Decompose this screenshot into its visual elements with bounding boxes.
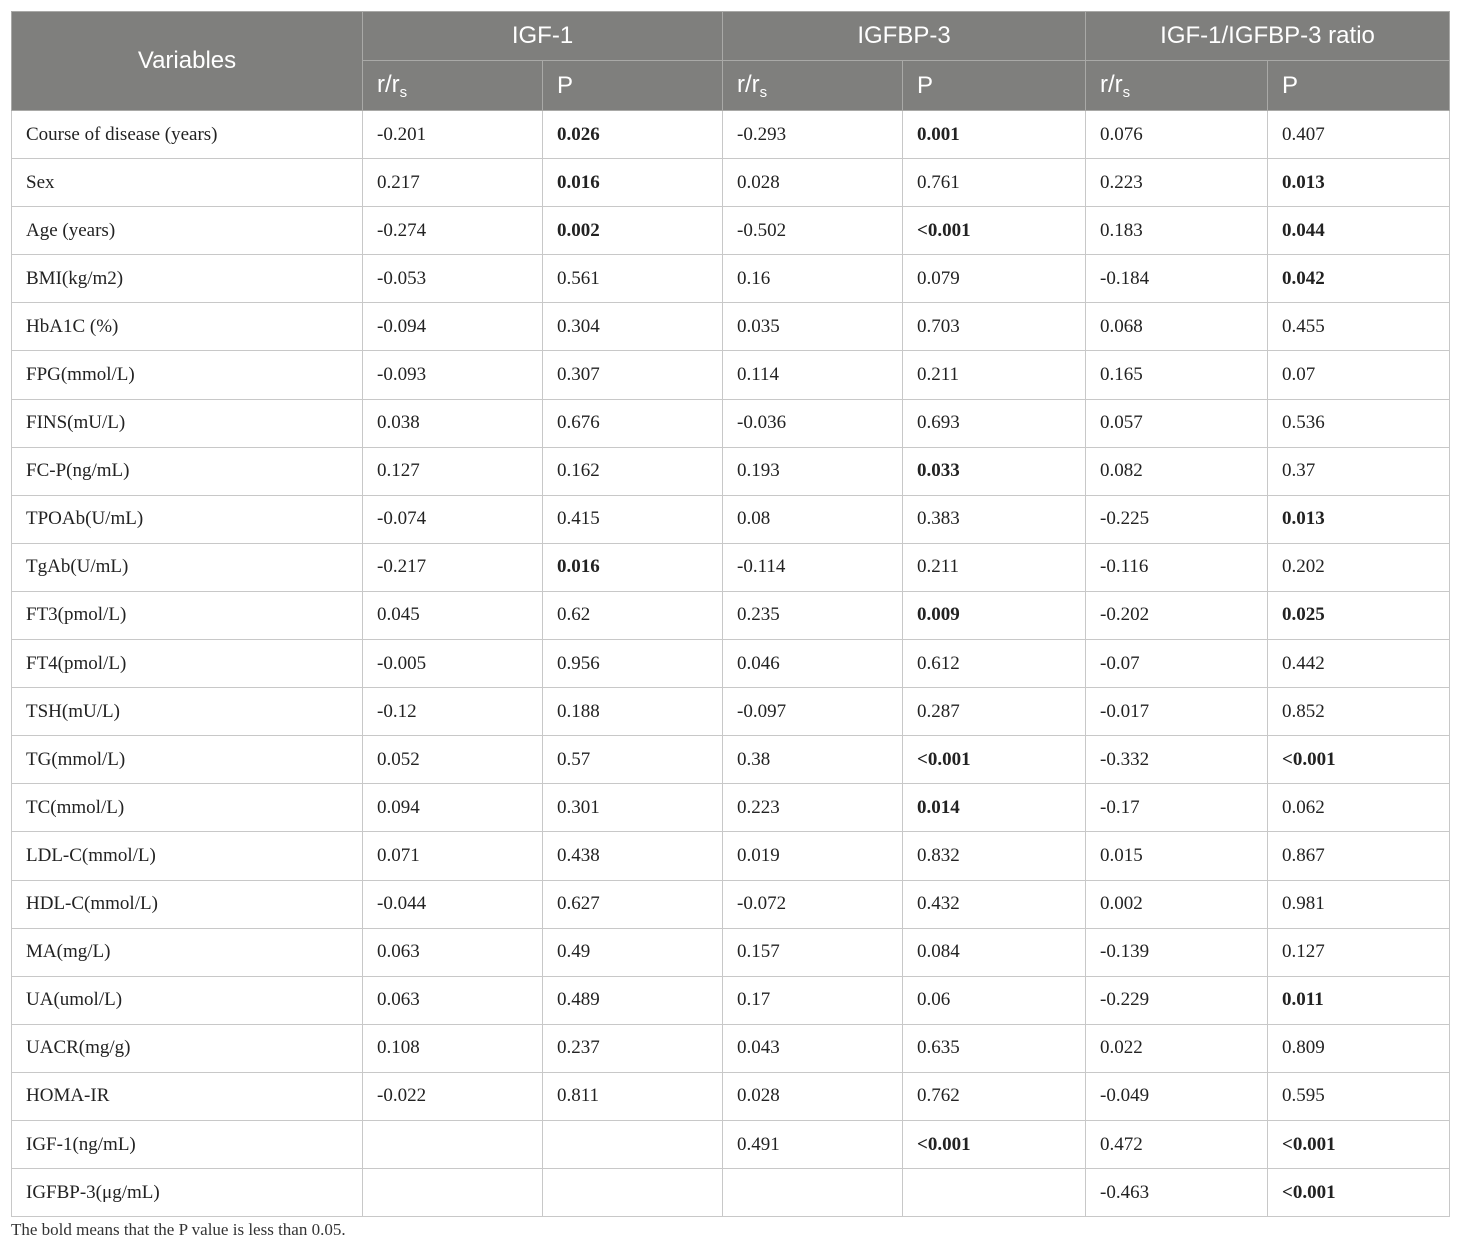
igf1-p-cell: 0.026 xyxy=(543,111,723,159)
igf1-p-header: P xyxy=(543,61,723,111)
igfbp3-r-header xyxy=(723,61,903,111)
table-row xyxy=(12,495,1450,543)
igfbp3-r-cell: 0.028 xyxy=(723,159,903,207)
ratio-r-cell: 0.076 xyxy=(1086,111,1268,159)
igf1-r-cell: 0.071 xyxy=(363,832,543,880)
table-row xyxy=(12,351,1450,399)
ratio-p-cell: 0.062 xyxy=(1268,784,1450,832)
igf1-p-cell: 0.188 xyxy=(543,688,723,736)
ratio-p-cell: 0.011 xyxy=(1268,976,1450,1024)
igfbp3-p-cell: 0.762 xyxy=(903,1072,1086,1120)
table-body xyxy=(12,111,1450,1217)
r-label: r/r xyxy=(1100,70,1123,98)
table-header xyxy=(12,12,1450,111)
igf1-r-cell: -0.074 xyxy=(363,495,543,543)
ratio-p-cell: <0.001 xyxy=(1268,736,1450,784)
igf1-r-cell: 0.063 xyxy=(363,976,543,1024)
igfbp3-p-cell: 0.761 xyxy=(903,159,1086,207)
igfbp3-p-cell: <0.001 xyxy=(903,736,1086,784)
igf1-r-cell: 0.038 xyxy=(363,399,543,447)
igf1-p-cell: 0.016 xyxy=(543,543,723,591)
ratio-r-cell: -0.184 xyxy=(1086,255,1268,303)
igfbp3-r-cell: 0.043 xyxy=(723,1024,903,1072)
variable-cell: Sex xyxy=(12,159,363,207)
ratio-r-cell: 0.022 xyxy=(1086,1024,1268,1072)
variable-cell: BMI(kg/m2) xyxy=(12,255,363,303)
igf1-p-cell xyxy=(543,1120,723,1168)
igf1-p-cell: 0.489 xyxy=(543,976,723,1024)
variable-cell: IGF-1(ng/mL) xyxy=(12,1120,363,1168)
igfbp3-r-cell: 0.491 xyxy=(723,1120,903,1168)
table-row xyxy=(12,736,1450,784)
ratio-r-cell: 0.183 xyxy=(1086,207,1268,255)
correlation-table xyxy=(11,11,1450,1217)
table-row xyxy=(12,832,1450,880)
igf1-p-cell: 0.301 xyxy=(543,784,723,832)
igfbp3-p-cell: 0.612 xyxy=(903,640,1086,688)
igfbp3-p-cell: 0.832 xyxy=(903,832,1086,880)
table-row xyxy=(12,1120,1450,1168)
igfbp3-r-cell: 0.035 xyxy=(723,303,903,351)
r-label-subscript: s xyxy=(1122,83,1131,101)
igfbp3-r-cell: -0.502 xyxy=(723,207,903,255)
igf1-r-cell: -0.093 xyxy=(363,351,543,399)
table-row xyxy=(12,543,1450,591)
table-row xyxy=(12,399,1450,447)
ratio-p-cell: 0.809 xyxy=(1268,1024,1450,1072)
igfbp3-p-cell: 0.084 xyxy=(903,928,1086,976)
variable-cell: FC-P(ng/mL) xyxy=(12,447,363,495)
igf1-p-cell: 0.415 xyxy=(543,495,723,543)
igfbp3-p-header: P xyxy=(903,61,1086,111)
ratio-p-cell: 0.013 xyxy=(1268,159,1450,207)
table-row xyxy=(12,303,1450,351)
ratio-r-cell: 0.223 xyxy=(1086,159,1268,207)
variable-cell: HOMA-IR xyxy=(12,1072,363,1120)
variable-cell: LDL-C(mmol/L) xyxy=(12,832,363,880)
ratio-p-header: P xyxy=(1268,61,1450,111)
variable-cell: UACR(mg/g) xyxy=(12,1024,363,1072)
ratio-p-cell: <0.001 xyxy=(1268,1169,1450,1217)
table-row xyxy=(12,1169,1450,1217)
table-row xyxy=(12,1072,1450,1120)
ratio-r-cell: -0.17 xyxy=(1086,784,1268,832)
igfbp3-p-cell: 0.001 xyxy=(903,111,1086,159)
ratio-r-cell: -0.463 xyxy=(1086,1169,1268,1217)
igf1-r-cell xyxy=(363,1169,543,1217)
igfbp3-r-cell: 0.17 xyxy=(723,976,903,1024)
table-row xyxy=(12,1024,1450,1072)
igfbp3-r-cell: 0.193 xyxy=(723,447,903,495)
igf1-p-cell: 0.016 xyxy=(543,159,723,207)
table-row xyxy=(12,880,1450,928)
igfbp3-r-cell xyxy=(723,1169,903,1217)
ratio-p-cell: 0.07 xyxy=(1268,351,1450,399)
igf1-r-cell: -0.005 xyxy=(363,640,543,688)
igfbp3-p-cell: 0.432 xyxy=(903,880,1086,928)
igfbp3-p-cell: 0.693 xyxy=(903,399,1086,447)
igfbp3-r-cell: -0.097 xyxy=(723,688,903,736)
igfbp3-r-cell: -0.072 xyxy=(723,880,903,928)
variable-cell: UA(umol/L) xyxy=(12,976,363,1024)
table-row xyxy=(12,207,1450,255)
ratio-p-cell: 0.852 xyxy=(1268,688,1450,736)
ratio-r-cell: -0.202 xyxy=(1086,591,1268,639)
table-row xyxy=(12,784,1450,832)
variable-cell: Course of disease (years) xyxy=(12,111,363,159)
ratio-p-cell: 0.442 xyxy=(1268,640,1450,688)
ratio-p-cell: 0.013 xyxy=(1268,495,1450,543)
igfbp3-p-cell: 0.06 xyxy=(903,976,1086,1024)
igfbp3-r-cell: 0.223 xyxy=(723,784,903,832)
variable-cell: HDL-C(mmol/L) xyxy=(12,880,363,928)
igf1-r-cell: -0.044 xyxy=(363,880,543,928)
igf1-group-header: IGF-1 xyxy=(363,12,723,61)
igfbp3-r-cell: 0.046 xyxy=(723,640,903,688)
ratio-r-cell: 0.472 xyxy=(1086,1120,1268,1168)
table-row xyxy=(12,591,1450,639)
igf1-r-header xyxy=(363,61,543,111)
igfbp3-p-cell: 0.703 xyxy=(903,303,1086,351)
igf1-p-cell: 0.304 xyxy=(543,303,723,351)
igfbp3-r-cell: 0.235 xyxy=(723,591,903,639)
table-row xyxy=(12,976,1450,1024)
ratio-p-cell: <0.001 xyxy=(1268,1120,1450,1168)
ratio-r-header xyxy=(1086,61,1268,111)
variable-cell: HbA1C (%) xyxy=(12,303,363,351)
ratio-p-cell: 0.025 xyxy=(1268,591,1450,639)
igfbp3-r-cell: -0.036 xyxy=(723,399,903,447)
table-row xyxy=(12,928,1450,976)
igfbp3-p-cell: 0.079 xyxy=(903,255,1086,303)
igfbp3-r-cell: 0.157 xyxy=(723,928,903,976)
ratio-p-cell: 0.536 xyxy=(1268,399,1450,447)
ratio-r-cell: 0.015 xyxy=(1086,832,1268,880)
igf1-r-cell: 0.063 xyxy=(363,928,543,976)
igfbp3-r-cell: 0.16 xyxy=(723,255,903,303)
table-row xyxy=(12,688,1450,736)
igf1-r-cell: 0.045 xyxy=(363,591,543,639)
ratio-r-cell: 0.068 xyxy=(1086,303,1268,351)
igfbp3-r-cell: 0.019 xyxy=(723,832,903,880)
igfbp3-p-cell: 0.033 xyxy=(903,447,1086,495)
ratio-r-cell: -0.07 xyxy=(1086,640,1268,688)
igf1-p-cell: 0.627 xyxy=(543,880,723,928)
ratio-p-cell: 0.202 xyxy=(1268,543,1450,591)
ratio-p-cell: 0.042 xyxy=(1268,255,1450,303)
igf1-p-cell: 0.002 xyxy=(543,207,723,255)
igf1-r-cell: -0.053 xyxy=(363,255,543,303)
igf1-p-cell: 0.57 xyxy=(543,736,723,784)
igf1-r-cell: -0.274 xyxy=(363,207,543,255)
igf1-r-cell: 0.094 xyxy=(363,784,543,832)
igfbp3-p-cell: 0.635 xyxy=(903,1024,1086,1072)
ratio-r-cell: 0.002 xyxy=(1086,880,1268,928)
igf1-p-cell: 0.561 xyxy=(543,255,723,303)
igfbp3-p-cell: <0.001 xyxy=(903,1120,1086,1168)
igfbp3-p-cell: 0.014 xyxy=(903,784,1086,832)
ratio-p-cell: 0.127 xyxy=(1268,928,1450,976)
variables-header: Variables xyxy=(12,12,363,111)
igf1-r-cell: 0.217 xyxy=(363,159,543,207)
igf1-r-cell: -0.022 xyxy=(363,1072,543,1120)
igfbp3-p-cell: 0.287 xyxy=(903,688,1086,736)
igfbp3-p-cell: 0.009 xyxy=(903,591,1086,639)
igf1-r-cell: 0.108 xyxy=(363,1024,543,1072)
ratio-r-cell: 0.165 xyxy=(1086,351,1268,399)
variable-cell: TC(mmol/L) xyxy=(12,784,363,832)
variable-cell: FT4(pmol/L) xyxy=(12,640,363,688)
igfbp3-r-cell: -0.114 xyxy=(723,543,903,591)
variable-cell: TG(mmol/L) xyxy=(12,736,363,784)
igf1-p-cell xyxy=(543,1169,723,1217)
ratio-r-cell: 0.057 xyxy=(1086,399,1268,447)
r-label-subscript: s xyxy=(399,83,408,101)
igf1-r-cell xyxy=(363,1120,543,1168)
r-label-subscript: s xyxy=(759,83,768,101)
ratio-r-cell: -0.225 xyxy=(1086,495,1268,543)
igf1-p-cell: 0.438 xyxy=(543,832,723,880)
igfbp3-r-cell: 0.114 xyxy=(723,351,903,399)
table-row xyxy=(12,159,1450,207)
variable-cell: FT3(pmol/L) xyxy=(12,591,363,639)
igf1-r-cell: 0.052 xyxy=(363,736,543,784)
ratio-r-cell: -0.017 xyxy=(1086,688,1268,736)
r-label: r/r xyxy=(377,70,400,98)
ratio-p-cell: 0.595 xyxy=(1268,1072,1450,1120)
igf1-p-cell: 0.676 xyxy=(543,399,723,447)
ratio-p-cell: 0.37 xyxy=(1268,447,1450,495)
igf1-r-cell: -0.12 xyxy=(363,688,543,736)
igfbp3-r-cell: 0.08 xyxy=(723,495,903,543)
ratio-r-cell: -0.332 xyxy=(1086,736,1268,784)
ratio-r-cell: -0.139 xyxy=(1086,928,1268,976)
igfbp3-p-cell xyxy=(903,1169,1086,1217)
variable-cell: TSH(mU/L) xyxy=(12,688,363,736)
igf1-p-cell: 0.956 xyxy=(543,640,723,688)
igf1-r-cell: -0.201 xyxy=(363,111,543,159)
ratio-p-cell: 0.044 xyxy=(1268,207,1450,255)
variable-cell: IGFBP-3(μg/mL) xyxy=(12,1169,363,1217)
header-group-row xyxy=(12,12,1450,61)
ratio-r-cell: -0.116 xyxy=(1086,543,1268,591)
table-row xyxy=(12,111,1450,159)
igf1-r-cell: -0.217 xyxy=(363,543,543,591)
ratio-r-cell: -0.229 xyxy=(1086,976,1268,1024)
igfbp3-r-cell: -0.293 xyxy=(723,111,903,159)
ratio-r-cell: -0.049 xyxy=(1086,1072,1268,1120)
ratio-p-cell: 0.407 xyxy=(1268,111,1450,159)
ratio-p-cell: 0.867 xyxy=(1268,832,1450,880)
ratio-p-cell: 0.455 xyxy=(1268,303,1450,351)
igf1-p-cell: 0.307 xyxy=(543,351,723,399)
variable-cell: Age (years) xyxy=(12,207,363,255)
igf1-r-cell: -0.094 xyxy=(363,303,543,351)
r-label: r/r xyxy=(737,70,760,98)
ratio-p-cell: 0.981 xyxy=(1268,880,1450,928)
variable-cell: FPG(mmol/L) xyxy=(12,351,363,399)
igfbp3-p-cell: 0.211 xyxy=(903,543,1086,591)
table-footnote: The bold means that the P value is less than 0.05. xyxy=(11,1220,346,1239)
igfbp3-group-header: IGFBP-3 xyxy=(723,12,1086,61)
variable-cell: TPOAb(U/mL) xyxy=(12,495,363,543)
variable-cell: FINS(mU/L) xyxy=(12,399,363,447)
igf1-p-cell: 0.811 xyxy=(543,1072,723,1120)
variable-cell: MA(mg/L) xyxy=(12,928,363,976)
variable-cell: TgAb(U/mL) xyxy=(12,543,363,591)
table-row xyxy=(12,640,1450,688)
ratio-group-header: IGF-1/IGFBP-3 ratio xyxy=(1086,12,1450,61)
igfbp3-r-cell: 0.028 xyxy=(723,1072,903,1120)
igf1-p-cell: 0.62 xyxy=(543,591,723,639)
igf1-r-cell: 0.127 xyxy=(363,447,543,495)
ratio-r-cell: 0.082 xyxy=(1086,447,1268,495)
igfbp3-r-cell: 0.38 xyxy=(723,736,903,784)
table-row xyxy=(12,255,1450,303)
table-row xyxy=(12,447,1450,495)
igfbp3-p-cell: 0.211 xyxy=(903,351,1086,399)
igfbp3-p-cell: 0.383 xyxy=(903,495,1086,543)
igf1-p-cell: 0.162 xyxy=(543,447,723,495)
igf1-p-cell: 0.49 xyxy=(543,928,723,976)
igfbp3-p-cell: <0.001 xyxy=(903,207,1086,255)
igf1-p-cell: 0.237 xyxy=(543,1024,723,1072)
